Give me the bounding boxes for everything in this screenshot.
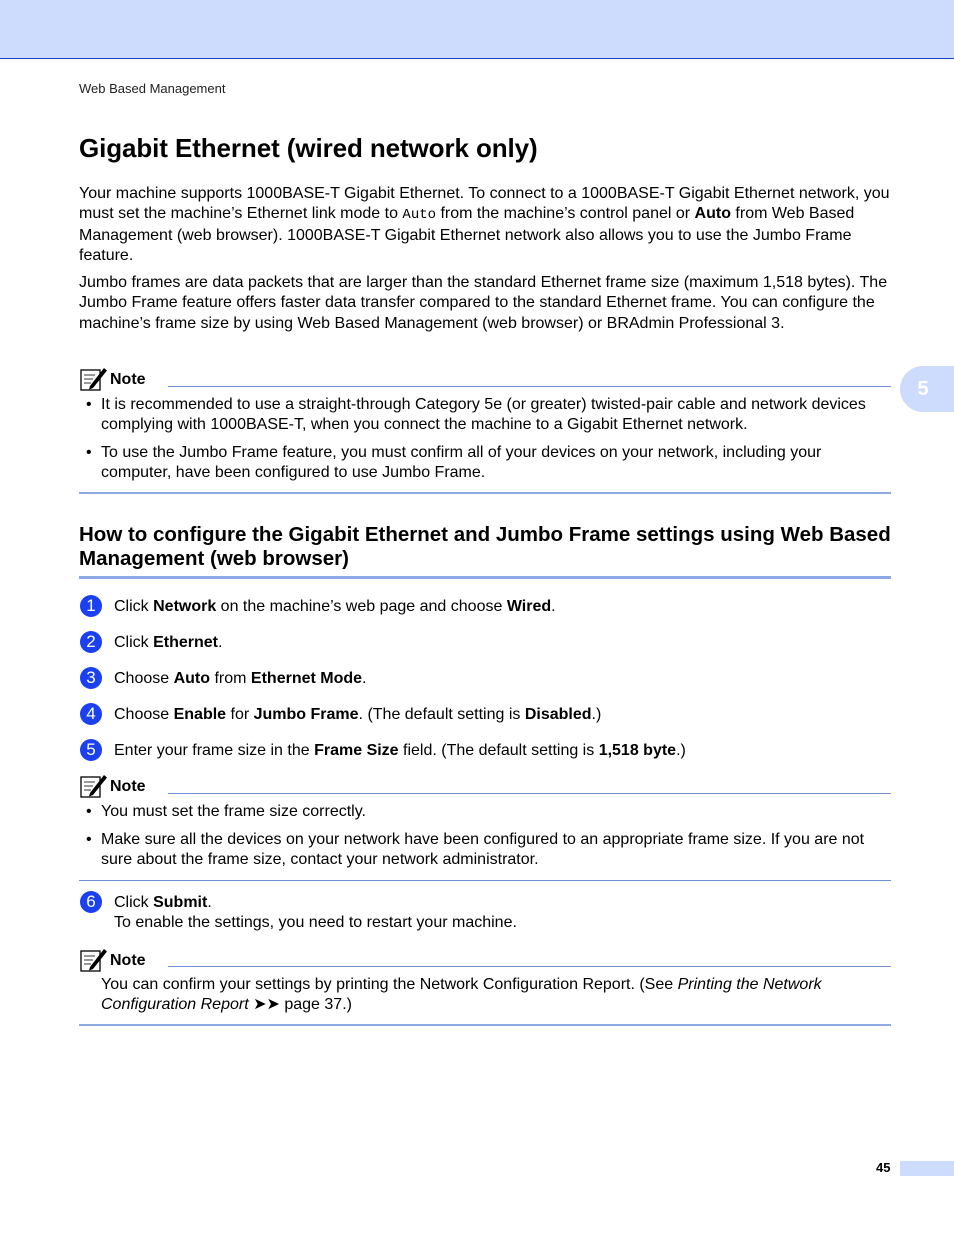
note-bullet: • It is recommended to use a straight-through Category 5e (or greater) twisted-pair cable and network devices complying with 1000BASE-T, when you connect the machine to a Gigabit Ethernet network. xyxy=(86,396,866,434)
step-number-badge: 5 xyxy=(80,739,102,761)
page-number-bar xyxy=(900,1161,954,1176)
step-number-badge: 4 xyxy=(80,703,102,725)
note-pencil-icon xyxy=(80,366,108,392)
note-bullet: • To use the Jumbo Frame feature, you must confirm all of your devices on your network, including your computer, have been configured to use Jumbo Frame. xyxy=(86,444,822,482)
step-number-badge: 2 xyxy=(80,631,102,653)
step-6 xyxy=(80,891,891,935)
step-2 xyxy=(80,631,891,655)
note-text: You can confirm your settings by printing the Network Configuration Report. (See Printing the Network Configuration Report ➤➤ page 37.) xyxy=(101,976,822,1014)
step-text: Click Ethernet. xyxy=(114,634,223,651)
section-heading: How to configure the Gigabit Ethernet and Jumbo Frame settings using Web Based Management (web browser) xyxy=(79,523,891,570)
note-rule xyxy=(168,793,891,794)
top-band xyxy=(0,0,954,59)
double-arrow-icon: ➤➤ xyxy=(253,996,280,1014)
step-3 xyxy=(80,667,891,691)
step-text: Choose Enable for Jumbo Frame. (The default setting is Disabled.) xyxy=(114,706,602,723)
step-5 xyxy=(80,739,891,763)
intro-paragraph-2: Jumbo frames are data packets that are larger than the standard Ethernet frame size (maximum 1,518 bytes). The Jumbo Frame feature offers faster data transfer compared to the standard Ethernet frame. You can configure the machine’s frame size by using Web Based Management (web browser) or BRAdmin Professional 3. xyxy=(79,274,888,332)
step-number-badge: 3 xyxy=(80,667,102,689)
note-end-rule xyxy=(79,492,891,494)
running-head: Web Based Management xyxy=(79,81,226,96)
step-text: Enter your frame size in the Frame Size field. (The default setting is 1,518 byte.) xyxy=(114,742,686,759)
note-pencil-icon xyxy=(80,947,108,973)
cross-reference-link[interactable]: Printing the Network Configuration Report xyxy=(101,976,822,1014)
note-rule xyxy=(168,966,891,967)
note-pencil-icon xyxy=(80,773,108,799)
chapter-tab: 5 xyxy=(900,366,954,412)
step-text: Click Submit. To enable the settings, you need to restart your machine. xyxy=(114,894,517,932)
section-heading-rule xyxy=(79,576,891,579)
step-1 xyxy=(80,595,891,619)
step-number-badge: 1 xyxy=(80,595,102,617)
step-number-badge: 6 xyxy=(80,891,102,913)
intro-paragraph-1: Your machine supports 1000BASE-T Gigabit Ethernet. To connect to a 1000BASE-T Gigabit Ethernet network, you must set the machine’s Ethernet link mode to Auto from the machine’s control panel or Auto from Web Based Management (web browser). 1000BASE-T Gigabit Ethernet network also allows you to use the Jumbo Frame feature. xyxy=(79,185,890,265)
note-rule xyxy=(168,386,891,387)
note-bullet: • Make sure all the devices on your network have been configured to an appropriate frame size. If you are not sure about the frame size, contact your network administrator. xyxy=(86,831,865,869)
step-4 xyxy=(80,703,891,727)
step-text: Click Network on the machine’s web page and choose Wired. xyxy=(114,598,556,615)
note-end-rule xyxy=(79,880,891,881)
step-text: Choose Auto from Ethernet Mode. xyxy=(114,670,367,687)
note-label: Note xyxy=(110,371,146,388)
page-title: Gigabit Ethernet (wired network only) xyxy=(79,133,538,163)
note-end-rule xyxy=(79,1024,891,1026)
note-bullet: • You must set the frame size correctly. xyxy=(86,803,366,820)
note-label: Note xyxy=(110,778,146,795)
page-number: 45 xyxy=(876,1160,891,1175)
note-label: Note xyxy=(110,952,146,969)
